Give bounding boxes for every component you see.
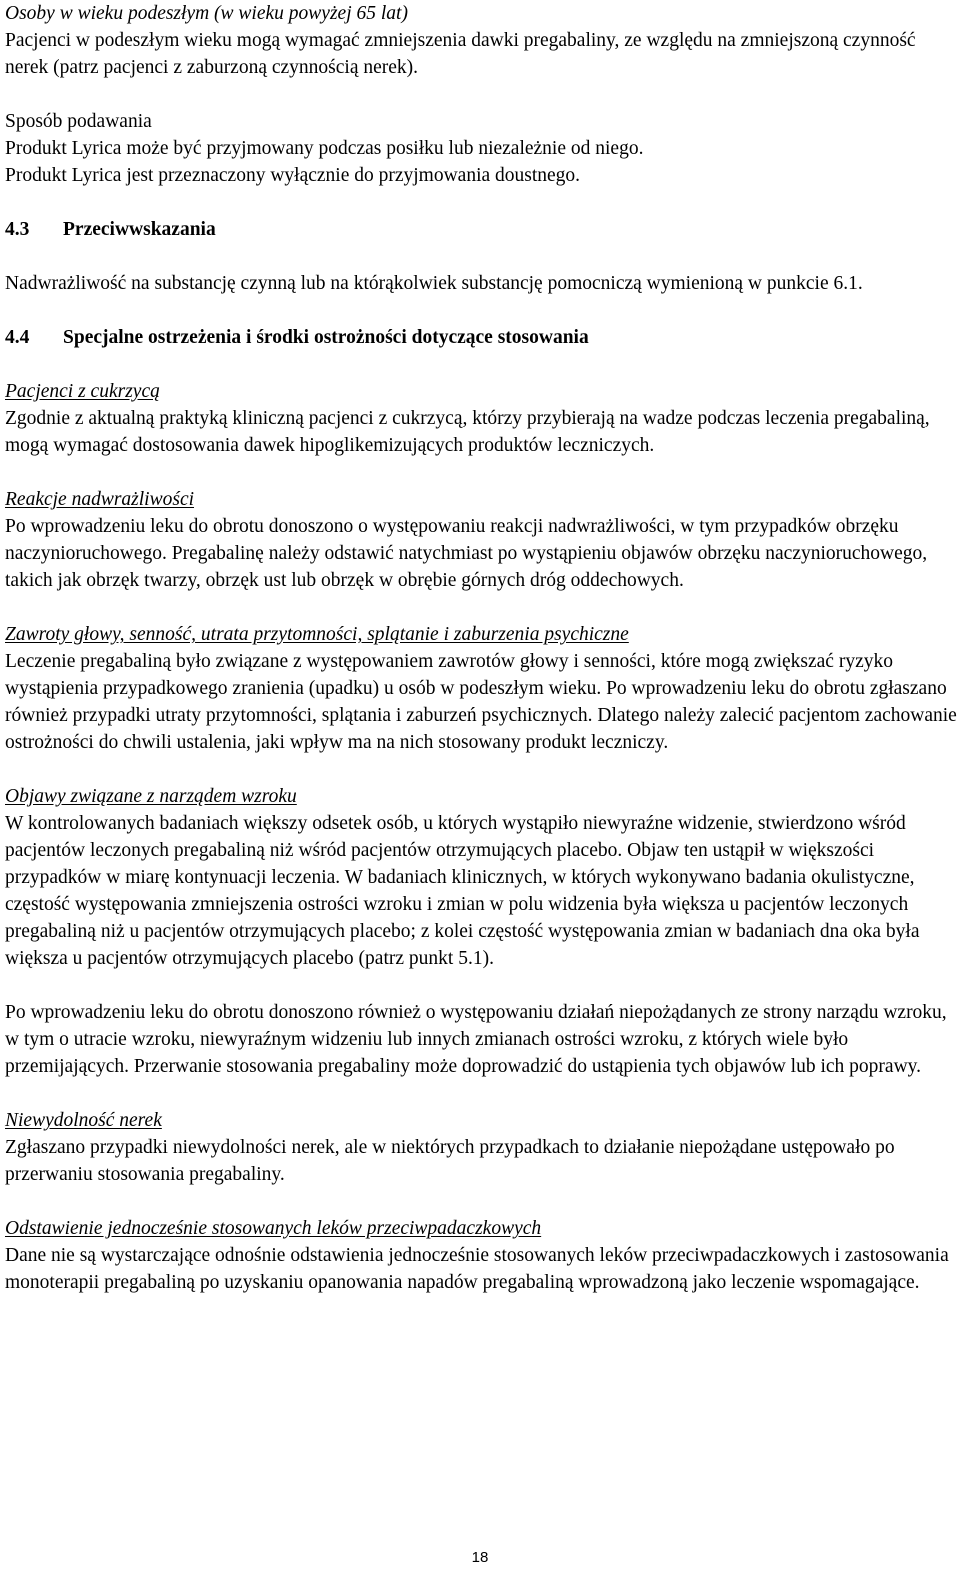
diabetes-heading: Pacjenci z cukrzycą bbox=[5, 381, 160, 402]
page-number: 18 bbox=[471, 1549, 489, 1566]
section-4-4-heading bbox=[5, 324, 957, 351]
administration-line1: Produkt Lyrica może być przyjmowany podczas posiłku lub niezależnie od niego. bbox=[5, 138, 644, 159]
withdrawal-heading: Odstawienie jednocześnie stosowanych leków przeciwpadaczkowych bbox=[5, 1218, 542, 1239]
section-4-4-title: Specjalne ostrzeżenia i środki ostrożności dotyczące stosowania bbox=[63, 327, 589, 348]
elderly-text: Pacjenci w podeszłym wieku mogą wymagać zmniejszenia dawki pregabaliny, ze względu na zmniejszoną czynność nerek (patrz pacjenci z zaburzoną czynnością nerek). bbox=[5, 30, 916, 78]
section-4-3-title: Przeciwwskazania bbox=[63, 219, 216, 240]
section-4-3-number: 4.3 bbox=[5, 219, 30, 240]
renal-text: Zgłaszano przypadki niewydolności nerek, ale w niektórych przypadkach to działanie niepożądane ustępowało po przerwaniu stosowania pregabaliny. bbox=[5, 1137, 895, 1185]
elderly-heading: Osoby w wieku podeszłym (w wieku powyżej 65 lat) bbox=[5, 3, 408, 24]
dizziness-heading: Zawroty głowy, senność, utrata przytomności, splątanie i zaburzenia psychiczne bbox=[5, 624, 629, 645]
contraindications-text: Nadwrażliwość na substancję czynną lub na którąkolwiek substancję pomocniczą wymienioną w punkcie 6.1. bbox=[5, 273, 863, 294]
vision-text-1: W kontrolowanych badaniach większy odsetek osób, u których wystąpiło niewyraźne widzenie, stwierdzono wśród pacjentów leczonych pregabaliną niż wśród pacjentów otrzymujących placebo. Objaw ten ustąpił w większości przypadków w miarę kontynuacji leczenia. W badaniach klinicznych, w których wykonywano badania okulistyczne, częstość występowania zmniejszenia ostrości wzroku i zmian w polu widzenia była większa u pacjentów leczonych pregabaliną niż u pacjentów otrzymujących placebo; z kolei częstość występowania zmian w badaniach dna oka była większa u pacjentów otrzymujących placebo (patrz punkt 5.1). bbox=[5, 813, 920, 969]
section-4-4-number: 4.4 bbox=[5, 327, 30, 348]
document-page bbox=[5, 0, 957, 1296]
renal-heading: Niewydolność nerek bbox=[5, 1110, 162, 1131]
hypersensitivity-text: Po wprowadzeniu leku do obrotu donoszono o występowaniu reakcji nadwrażliwości, w tym przypadków obrzęku naczynioruchowego. Pregabalinę należy odstawić natychmiast po wystąpieniu objawów obrzęku naczynioruchowego, takich jak obrzęk twarzy, obrzęk ust lub obrzęk w obrębie górnych dróg oddechowych. bbox=[5, 516, 928, 591]
administration-line2: Produkt Lyrica jest przeznaczony wyłącznie do przyjmowania doustnego. bbox=[5, 165, 581, 186]
withdrawal-text: Dane nie są wystarczające odnośnie odstawienia jednocześnie stosowanych leków przeciwpadaczkowych i zastosowania monoterapii pregabaliną po uzyskaniu opanowania napadów pregabaliną wprowadzoną jako leczenie wspomagające. bbox=[5, 1245, 949, 1293]
dizziness-text: Leczenie pregabaliną było związane z występowaniem zawrotów głowy i senności, które mogą zwiększać ryzyko wystąpienia przypadkowego zranienia (upadku) u osób w podeszłym wieku. Po wprowadzeniu leku do obrotu zgłaszano również przypadki utraty przytomności, splątania i zaburzeń psychicznych. Dlatego należy zalecić pacjentom zachowanie ostrożności do chwili ustalenia, jaki wpływ ma na nich stosowany produkt leczniczy. bbox=[5, 651, 957, 753]
hypersensitivity-heading: Reakcje nadwrażliwości bbox=[5, 489, 195, 510]
vision-text-2: Po wprowadzeniu leku do obrotu donoszono również o występowaniu działań niepożądanych ze strony narządu wzroku, w tym o utracie wzroku, niewyraźnym widzeniu lub innych zmianach ostrości wzroku, z których wiele było przemijających. Przerwanie stosowania pregabaliny może doprowadzić do ustąpienia tych objawów lub ich poprawy. bbox=[5, 1002, 947, 1077]
section-4-3-heading bbox=[5, 216, 957, 243]
vision-heading: Objawy związane z narządem wzroku bbox=[5, 786, 297, 807]
administration-heading: Sposób podawania bbox=[5, 111, 152, 132]
diabetes-text: Zgodnie z aktualną praktyką kliniczną pacjenci z cukrzycą, którzy przybierają na wadze podczas leczenia pregabaliną, mogą wymagać dostosowania dawek hipoglikemizujących produktów leczniczych. bbox=[5, 408, 930, 456]
